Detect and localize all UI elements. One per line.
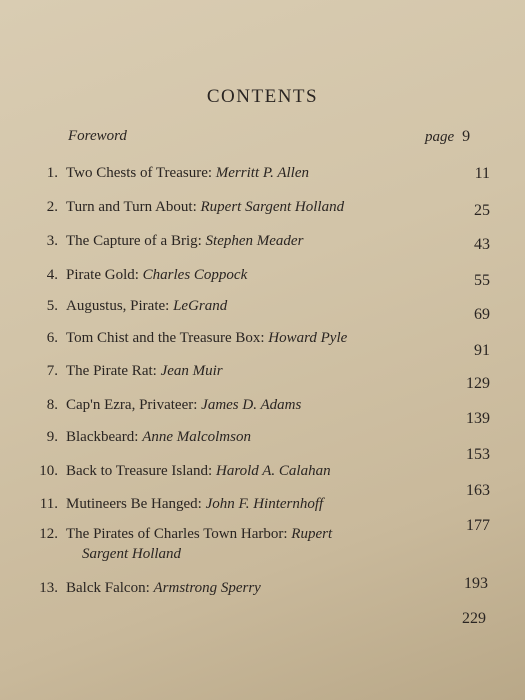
page-number: 11	[474, 165, 490, 182]
entry-number: 4.	[46, 267, 58, 283]
entry-text	[66, 429, 251, 446]
entry-author: Armstrong Sperry	[153, 580, 261, 596]
page-number: 25	[474, 202, 490, 219]
entry-number: 11.	[39, 496, 58, 512]
contents-heading: CONTENTS	[206, 86, 319, 107]
entry-number: 10.	[39, 463, 58, 479]
entry-author: Stephen Meader	[205, 233, 304, 249]
page-number: 163	[466, 482, 490, 499]
entry-author: Charles Coppock	[142, 267, 248, 283]
page-number: 69	[474, 306, 490, 323]
entry-title: Augustus, Pirate:	[66, 298, 174, 314]
page-number: 193	[464, 575, 488, 592]
entry-title: Tom Chist and the Treasure Box:	[66, 330, 269, 346]
entry-text	[66, 526, 332, 543]
entry-text	[66, 298, 227, 315]
entry-number: 6.	[46, 330, 58, 346]
entry-text	[66, 330, 347, 347]
entry-author: Anne Malcolmson	[142, 429, 251, 445]
entry-number: 3.	[46, 233, 58, 249]
entry-title: Pirate Gold:	[66, 267, 143, 283]
entry-title: Turn and Turn About:	[66, 199, 201, 215]
entry-text	[66, 199, 344, 216]
entry-number: 13.	[39, 580, 58, 596]
entry-author: Harold A. Calahan	[215, 463, 331, 479]
entry-author: James D. Adams	[201, 397, 302, 413]
foreword-page-number: 9	[462, 128, 471, 145]
foreword-page-ref	[425, 128, 470, 146]
entry-author: Rupert	[291, 526, 333, 542]
page-word: page	[425, 129, 455, 145]
entry-text	[66, 580, 261, 597]
entry-number: 8.	[46, 397, 58, 413]
page-number: 91	[474, 342, 490, 359]
page-number: 43	[474, 236, 490, 253]
entry-author: Jean Muir	[160, 363, 223, 379]
entry-number: 1.	[46, 165, 58, 181]
entry-title: The Capture of a Brig:	[66, 233, 206, 249]
entry-number: 5.	[46, 298, 58, 314]
entry-text	[66, 496, 323, 513]
entry-author: John F. Hinternhoff	[205, 496, 324, 512]
entry-title: Mutineers Be Hanged:	[66, 496, 206, 512]
page-number: 55	[474, 272, 490, 289]
entry-author: LeGrand	[173, 298, 228, 314]
entry-number: 7.	[46, 363, 58, 379]
page-number: 139	[466, 410, 490, 427]
entry-title: Balck Falcon:	[66, 580, 154, 596]
entry-text	[66, 363, 223, 380]
entry-author-continued: Sargent Holland	[82, 546, 182, 562]
page-number: 229	[462, 610, 486, 627]
entry-number: 9.	[46, 429, 58, 445]
page-number: 129	[466, 375, 490, 392]
entry-text	[66, 233, 303, 250]
entry-text	[66, 165, 309, 182]
page-number: 177	[466, 517, 490, 534]
entry-number: 12.	[39, 526, 58, 542]
foreword-label: Foreword	[68, 128, 127, 144]
entry-title: The Pirate Rat:	[66, 363, 161, 379]
entry-title: Two Chests of Treasure:	[66, 165, 216, 181]
entry-text	[66, 397, 301, 414]
entry-author: Merritt P. Allen	[215, 165, 309, 181]
entry-text	[66, 463, 331, 480]
entry-number: 2.	[46, 199, 58, 215]
entry-title: Back to Treasure Island:	[66, 463, 216, 479]
entry-title: Cap'n Ezra, Privateer:	[66, 397, 202, 413]
entry-author: Howard Pyle	[268, 330, 348, 346]
entry-title: Blackbeard:	[66, 429, 143, 445]
entry-text	[66, 267, 247, 284]
entry-title: The Pirates of Charles Town Harbor:	[66, 526, 292, 542]
entry-author: Rupert Sargent Holland	[200, 199, 345, 215]
page-number: 153	[466, 446, 490, 463]
